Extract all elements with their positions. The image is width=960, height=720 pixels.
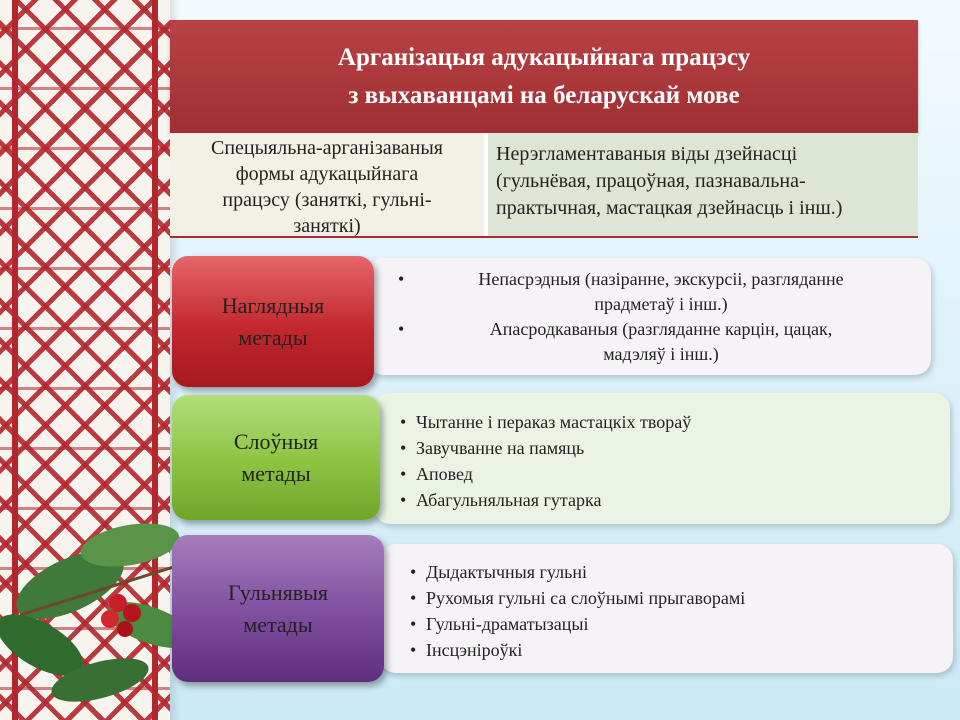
unregulated-activities-cell	[488, 133, 918, 236]
game-methods-list	[410, 559, 940, 663]
organized-forms-cell	[170, 133, 484, 236]
title-line-2: з выхаванцамі на беларускай мове	[348, 81, 740, 109]
list-item-line: • Апасродкаваныя (разгляданне карцін, цацак,	[489, 319, 833, 339]
unregulated-activities-line: Нерэгламентаваныя віды дзейнасці	[496, 143, 798, 165]
organized-forms-line: працэсу (заняткі, гульні-	[222, 189, 432, 211]
method-label-line: метады	[238, 324, 308, 350]
title-line-1: Арганізацыя адукацыйнага працэсу	[337, 43, 751, 71]
visual-methods-list	[398, 267, 908, 367]
organized-forms-line: заняткі)	[293, 215, 361, 237]
list-item-line: прадметаў і інш.)	[594, 294, 728, 314]
unregulated-activities-line: практычная, мастацкая дзейнасць і інш.)	[496, 197, 843, 219]
list-item: • Чытанне і пераказ мастацкіх твораў	[400, 409, 940, 435]
verbal-methods-list	[400, 409, 940, 513]
list-item: • Абагульняльная гутарка	[400, 487, 940, 513]
list-item: • Дыдактычныя гульні	[410, 559, 940, 585]
game-methods-label	[172, 535, 384, 682]
list-item: • Аповед	[400, 461, 940, 487]
organized-forms-line: формы адукацыйнага	[235, 163, 419, 185]
verbal-methods-label	[172, 395, 380, 520]
method-label-line: Слоўныя	[233, 428, 319, 454]
list-item: • Завучванне на памяць	[400, 435, 940, 461]
page-title	[170, 20, 918, 133]
list-item-line: мадэляў і інш.)	[603, 344, 719, 364]
list-item	[398, 267, 908, 317]
method-label-line: Гульнявыя	[227, 579, 329, 605]
list-item-line: • Непасрэдныя (назіранне, экскурсіі, разгляданне	[478, 269, 844, 289]
visual-methods-label	[172, 256, 374, 387]
organized-forms-line: Спецыяльна-арганізаваныя	[211, 137, 443, 159]
list-item: • Рухомыя гульні са слоўнымі прыгаворамі	[410, 585, 940, 611]
unregulated-activities-line: (гульнёвая, працоўная, пазнавальна-	[496, 170, 806, 192]
method-label-line: Наглядныя	[221, 292, 325, 318]
forms-row	[170, 133, 918, 238]
method-label-line: метады	[241, 460, 311, 486]
list-item: • Інсцэніроўкі	[410, 637, 940, 663]
list-item: • Гульні-драматызацыі	[410, 611, 940, 637]
list-item	[398, 317, 908, 367]
method-label-line: метады	[243, 611, 313, 637]
